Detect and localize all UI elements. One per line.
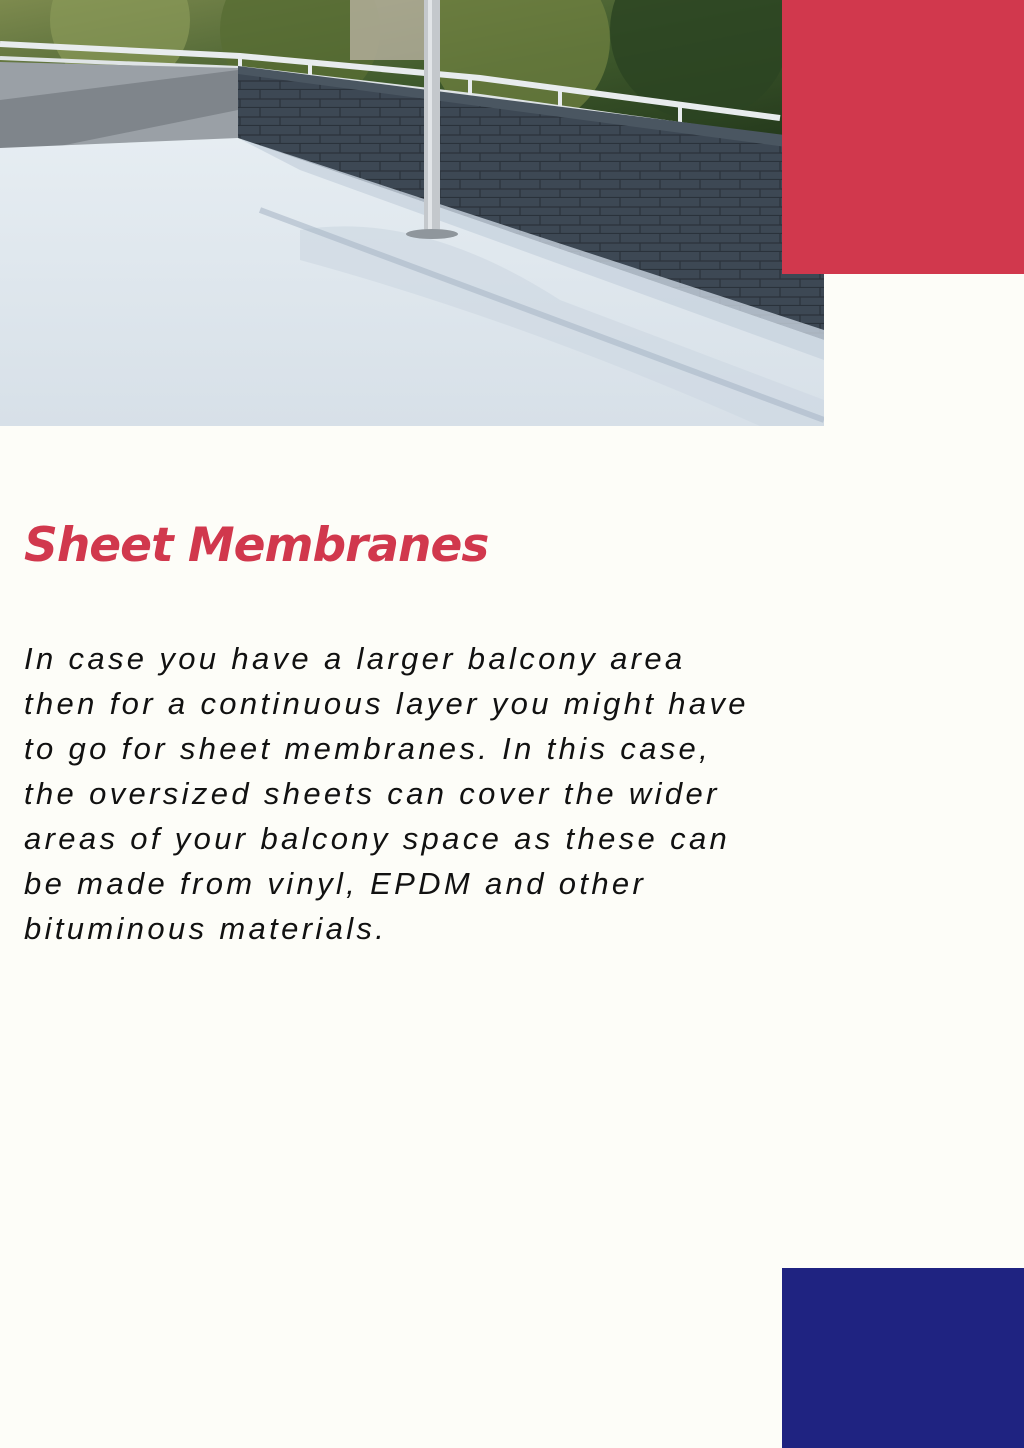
body-line: the oversized sheets can cover the wider — [24, 776, 720, 811]
red-accent-block — [782, 0, 1024, 274]
body-line: be made from vinyl, EPDM and other — [24, 866, 647, 901]
body-paragraph — [24, 636, 874, 951]
body-line: bituminous materials. — [24, 911, 388, 946]
blue-accent-block — [782, 1268, 1024, 1448]
body-line: to go for sheet membranes. In this case, — [24, 731, 712, 766]
body-line: areas of your balcony space as these can — [24, 821, 731, 856]
body-line: In case you have a larger balcony area — [24, 641, 686, 676]
body-line: then for a continuous layer you might have — [24, 686, 749, 721]
page-title: Sheet Membranes — [24, 518, 489, 573]
balcony-photo-illustration — [0, 0, 824, 426]
balcony-photo — [0, 0, 824, 426]
